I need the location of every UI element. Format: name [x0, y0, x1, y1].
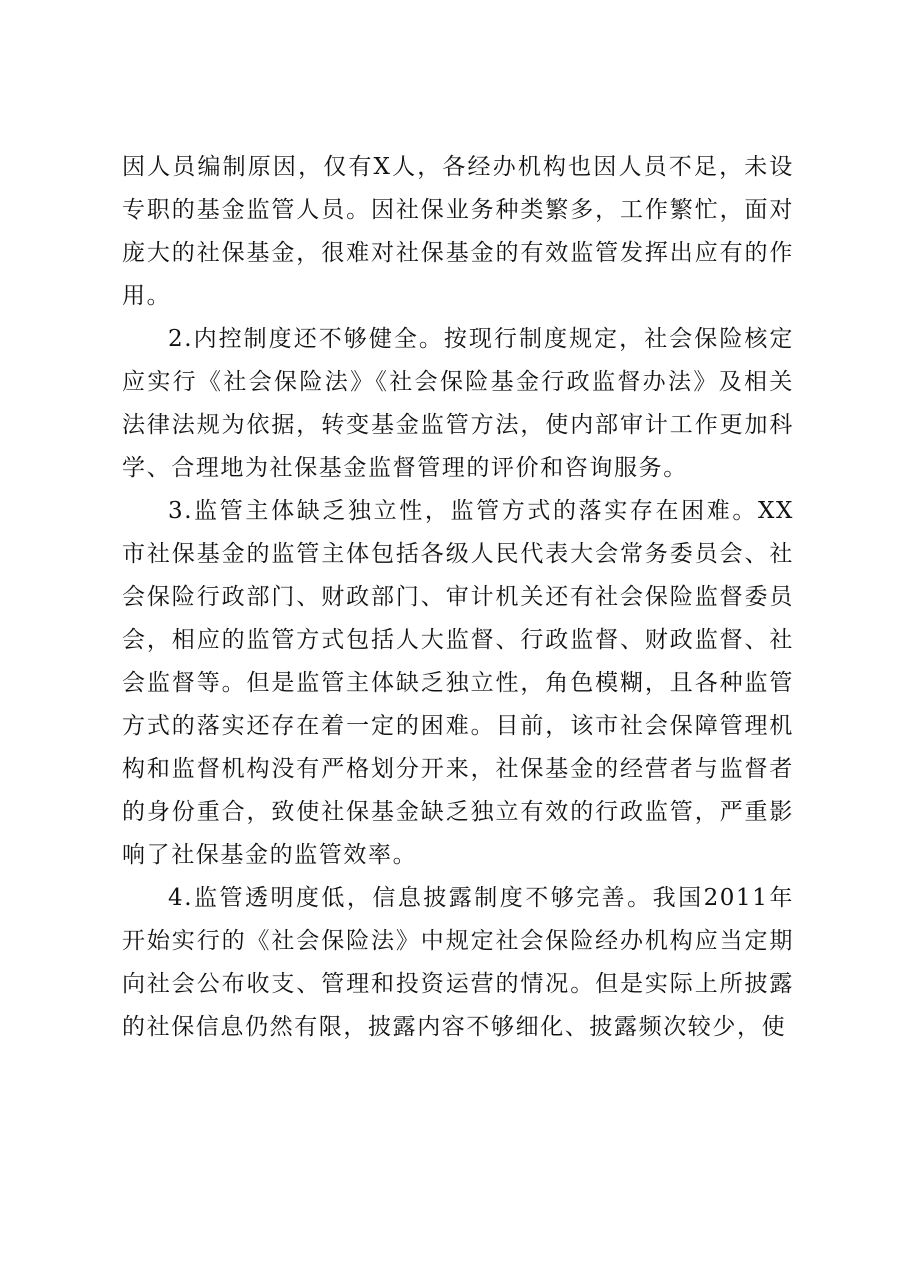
paragraph-transparency: 4.监管透明度低，信息披露制度不够完善。我国2011年开始实行的《社会保险法》中规定社会保险经办机构应当定期向社会公布收支、管理和投资运营的情况。但是实际上所披露的社保信息仍然有限，披露内容不够细化、披露频次较少，使: [122, 885, 794, 1040]
paragraph-supervision-independence: 3.监管主体缺乏独立性，监管方式的落实存在困难。XX市社保基金的监管主体包括各级人民代表大会常务委员会、社会保险行政部门、财政部门、审计机关还有社会保险监督委员会，相应的监管方式包括人大监督、行政监督、财政监督、社会监督等。但是监管主体缺乏独立性，角色模糊，且各种监管方式的落实还存在着一定的困难。目前，该市社会保障管理机构和监督机构没有严格划分开来，社保基金的经营者与监督者的身份重合，致使社保基金缺乏独立有效的行政监管，严重影响了社保基金的监管效率。: [122, 498, 794, 868]
document-body: [122, 146, 794, 1049]
paragraph-internal-control: 2.内控制度还不够健全。按现行制度规定，社会保险核定应实行《社会保险法》《社会保险基金行政监督办法》及相关法律法规为依据，转变基金监管方法，使内部审计工作更加科学、合理地为社保基金监督管理的评价和咨询服务。: [122, 326, 794, 481]
paragraph-staffing-continued: 因人员编制原因，仅有X人，各经办机构也因人员不足，未设专职的基金监管人员。因社保业务种类繁多，工作繁忙，面对庞大的社保基金，很难对社保基金的有效监管发挥出应有的作用。: [122, 154, 794, 309]
